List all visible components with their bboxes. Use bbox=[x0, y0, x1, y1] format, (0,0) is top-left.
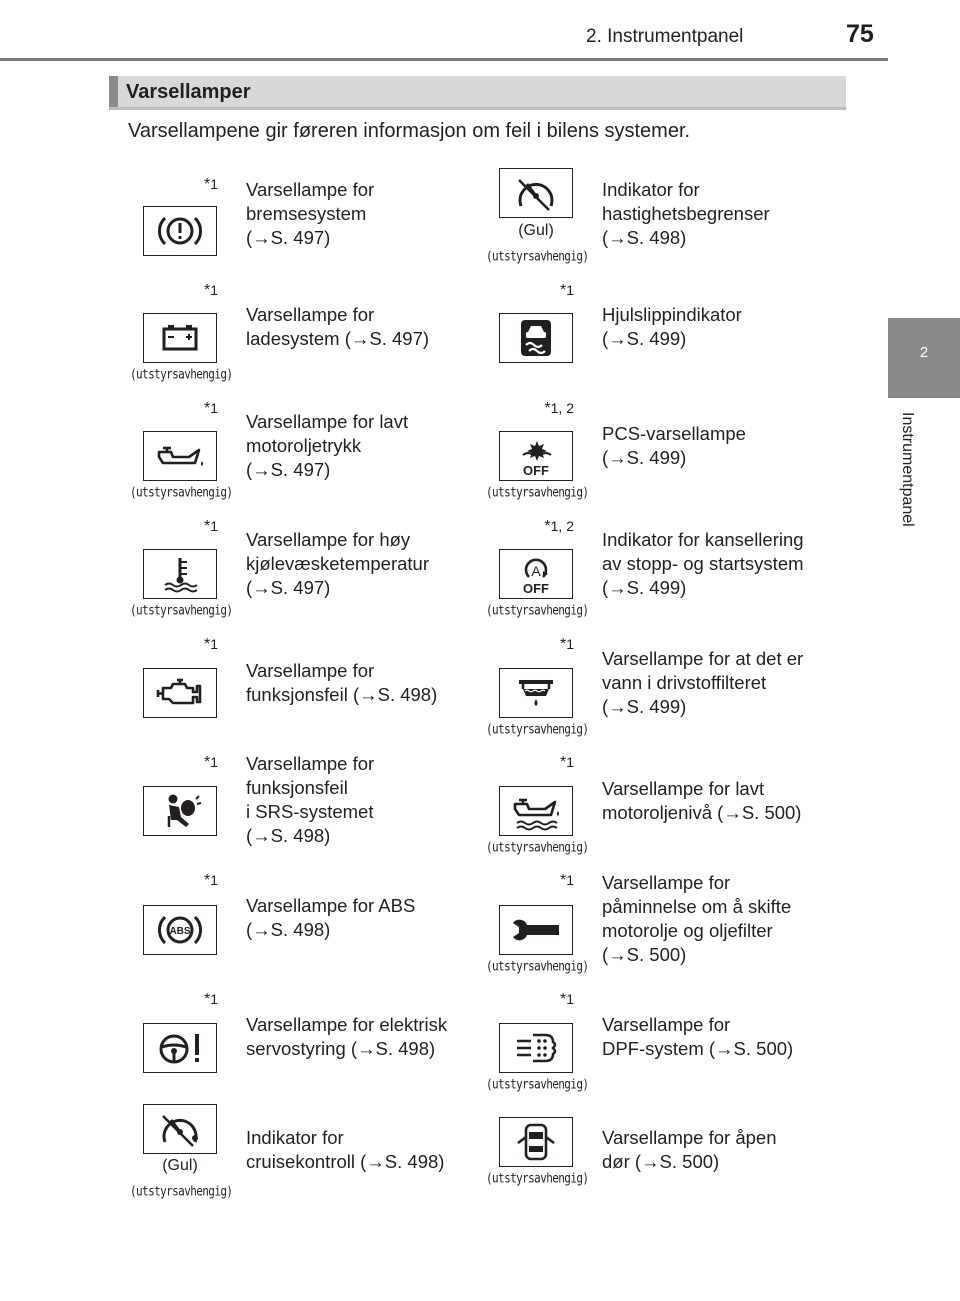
lamp-description: Varsellampe for bremsesystem (→S. 497) bbox=[246, 179, 375, 248]
footnote-marker: *$^1$ bbox=[559, 636, 574, 653]
lamp-description: Indikator for kansellering av stopp- og startsystem (→S. 499) bbox=[602, 529, 804, 598]
section-heading-bar bbox=[109, 76, 846, 110]
lamp-description: Varsellampe for DPF-system (→S. 500) bbox=[602, 1014, 794, 1059]
intro-text: Varsellampene gir føreren informasjon om feil i bilens systemer. bbox=[128, 120, 691, 142]
footnote-marker: *$^1$ bbox=[203, 991, 218, 1008]
lamp-icon-frame bbox=[499, 1117, 573, 1167]
battery-icon bbox=[149, 317, 211, 359]
optional-note: (utstyrsavhengig) bbox=[486, 248, 589, 265]
oil-level-icon bbox=[505, 790, 567, 832]
wrench-icon bbox=[505, 909, 567, 951]
abs-icon bbox=[149, 909, 211, 951]
optional-note: (utstyrsavhengig) bbox=[130, 366, 233, 383]
page-number: 75 bbox=[846, 20, 874, 48]
lamp-icon-frame bbox=[143, 206, 217, 256]
lamp-description: Indikator for cruisekontroll (→S. 498) bbox=[246, 1127, 445, 1172]
side-tab bbox=[888, 318, 960, 398]
svg-text:ABS: ABS bbox=[169, 926, 191, 937]
pcs-off-icon bbox=[505, 435, 567, 477]
brake-warning-icon bbox=[149, 210, 211, 252]
lamp-description: PCS-varsellampe (→S. 499) bbox=[602, 423, 746, 468]
lamp-description: Varsellampe for påminnelse om å skifte motorolje og oljefilter (→S. 500) bbox=[602, 872, 792, 965]
section-accent bbox=[109, 76, 118, 107]
optional-note: (utstyrsavhengig) bbox=[486, 484, 589, 501]
power-steering-icon bbox=[149, 1027, 211, 1069]
footnote-marker: *$^{1, 2}$ bbox=[544, 400, 574, 417]
lamp-description: Varsellampe for ABS (→S. 498) bbox=[246, 895, 416, 940]
lamp-description: Varsellampe for funksjonsfeil i SRS-systemet (→S. 498) bbox=[246, 753, 375, 846]
coolant-temp-icon bbox=[149, 553, 211, 595]
lamp-description: Varsellampe for ladesystem (→S. 497) bbox=[246, 304, 430, 349]
slip-indicator-icon bbox=[505, 317, 567, 359]
lamp-icon-frame bbox=[499, 431, 573, 481]
side-tab-number: 2 bbox=[919, 344, 929, 361]
lamp-icon-frame bbox=[143, 668, 217, 718]
speed-limiter-icon bbox=[505, 172, 567, 214]
lamp-icon-frame bbox=[143, 786, 217, 836]
footnote-marker: *$^{1, 2}$ bbox=[544, 518, 574, 535]
lamp-icon-frame bbox=[499, 668, 573, 718]
svg-text:A: A bbox=[531, 563, 541, 579]
optional-note: (utstyrsavhengig) bbox=[486, 839, 589, 856]
lamp-icon-frame bbox=[499, 786, 573, 836]
chapter-title: 2. Instrumentpanel bbox=[586, 26, 744, 47]
lamp-description: Indikator for hastighetsbegrenser (→S. 498) bbox=[602, 179, 770, 248]
cruise-control-icon bbox=[149, 1108, 211, 1150]
footnote-marker: *$^1$ bbox=[559, 872, 574, 889]
footnote-marker: *$^1$ bbox=[203, 282, 218, 299]
lamp-icon-frame bbox=[143, 1104, 217, 1154]
lamp-icon-frame bbox=[499, 168, 573, 218]
optional-note: (utstyrsavhengig) bbox=[130, 602, 233, 619]
lamp-description: Varsellampe for høy kjølevæsketemperatur (→S. 497) bbox=[246, 529, 430, 598]
svg-text:OFF: OFF bbox=[523, 463, 549, 478]
side-tab-label: Instrumentpanel bbox=[899, 412, 916, 527]
water-in-fuel-icon bbox=[505, 672, 567, 714]
lamp-icon-frame bbox=[143, 431, 217, 481]
optional-note: (utstyrsavhengig) bbox=[486, 958, 589, 975]
lamp-icon-frame bbox=[499, 1023, 573, 1073]
svg-text:OFF: OFF bbox=[523, 581, 549, 596]
lamp-description: Varsellampe for at det er vann i drivstoffilteret (→S. 499) bbox=[602, 648, 804, 717]
footnote-marker: *$^1$ bbox=[203, 518, 218, 535]
stop-start-off-icon bbox=[505, 553, 567, 595]
footnote-marker: *$^1$ bbox=[559, 991, 574, 1008]
door-open-icon bbox=[505, 1121, 567, 1163]
footnote-marker: *$^1$ bbox=[203, 176, 218, 193]
footnote-marker: *$^1$ bbox=[559, 754, 574, 771]
engine-icon bbox=[149, 672, 211, 714]
footnote-marker: *$^1$ bbox=[559, 282, 574, 299]
optional-note: (utstyrsavhengig) bbox=[486, 602, 589, 619]
lamp-icon-frame bbox=[499, 905, 573, 955]
optional-note: (utstyrsavhengig) bbox=[130, 1183, 233, 1200]
lamp-description: Varsellampe for åpen dør (→S. 500) bbox=[602, 1127, 777, 1172]
footnote-marker: *$^1$ bbox=[203, 400, 218, 417]
optional-note: (utstyrsavhengig) bbox=[486, 1170, 589, 1187]
footnote-marker: *$^1$ bbox=[203, 872, 218, 889]
color-note: (Gul) bbox=[518, 222, 554, 239]
lamp-description: Hjulslippindikator (→S. 499) bbox=[602, 304, 742, 349]
lamp-description: Varsellampe for elektrisk servostyring (→S. 498) bbox=[246, 1014, 448, 1059]
oil-pressure-icon bbox=[149, 435, 211, 477]
dpf-icon bbox=[505, 1027, 567, 1069]
header-rule bbox=[0, 58, 888, 61]
airbag-icon bbox=[149, 790, 211, 832]
lamp-icon-frame bbox=[499, 549, 573, 599]
lamp-description: Varsellampe for lavt motoroljenivå (→S. 500) bbox=[602, 778, 802, 823]
lamp-description: Varsellampe for lavt motoroljetrykk (→S. 497) bbox=[246, 411, 409, 480]
lamp-icon-frame bbox=[499, 313, 573, 363]
lamp-icon-frame bbox=[143, 313, 217, 363]
optional-note: (utstyrsavhengig) bbox=[130, 484, 233, 501]
optional-note: (utstyrsavhengig) bbox=[486, 721, 589, 738]
section-title: Varsellamper bbox=[126, 81, 251, 103]
lamp-icon-frame bbox=[143, 905, 217, 955]
lamp-icon-frame bbox=[143, 1023, 217, 1073]
lamp-description: Varsellampe for funksjonsfeil (→S. 498) bbox=[246, 660, 438, 705]
footnote-marker: *$^1$ bbox=[203, 754, 218, 771]
lamp-icon-frame bbox=[143, 549, 217, 599]
footnote-marker: *$^1$ bbox=[203, 636, 218, 653]
optional-note: (utstyrsavhengig) bbox=[486, 1076, 589, 1093]
color-note: (Gul) bbox=[162, 1157, 198, 1174]
